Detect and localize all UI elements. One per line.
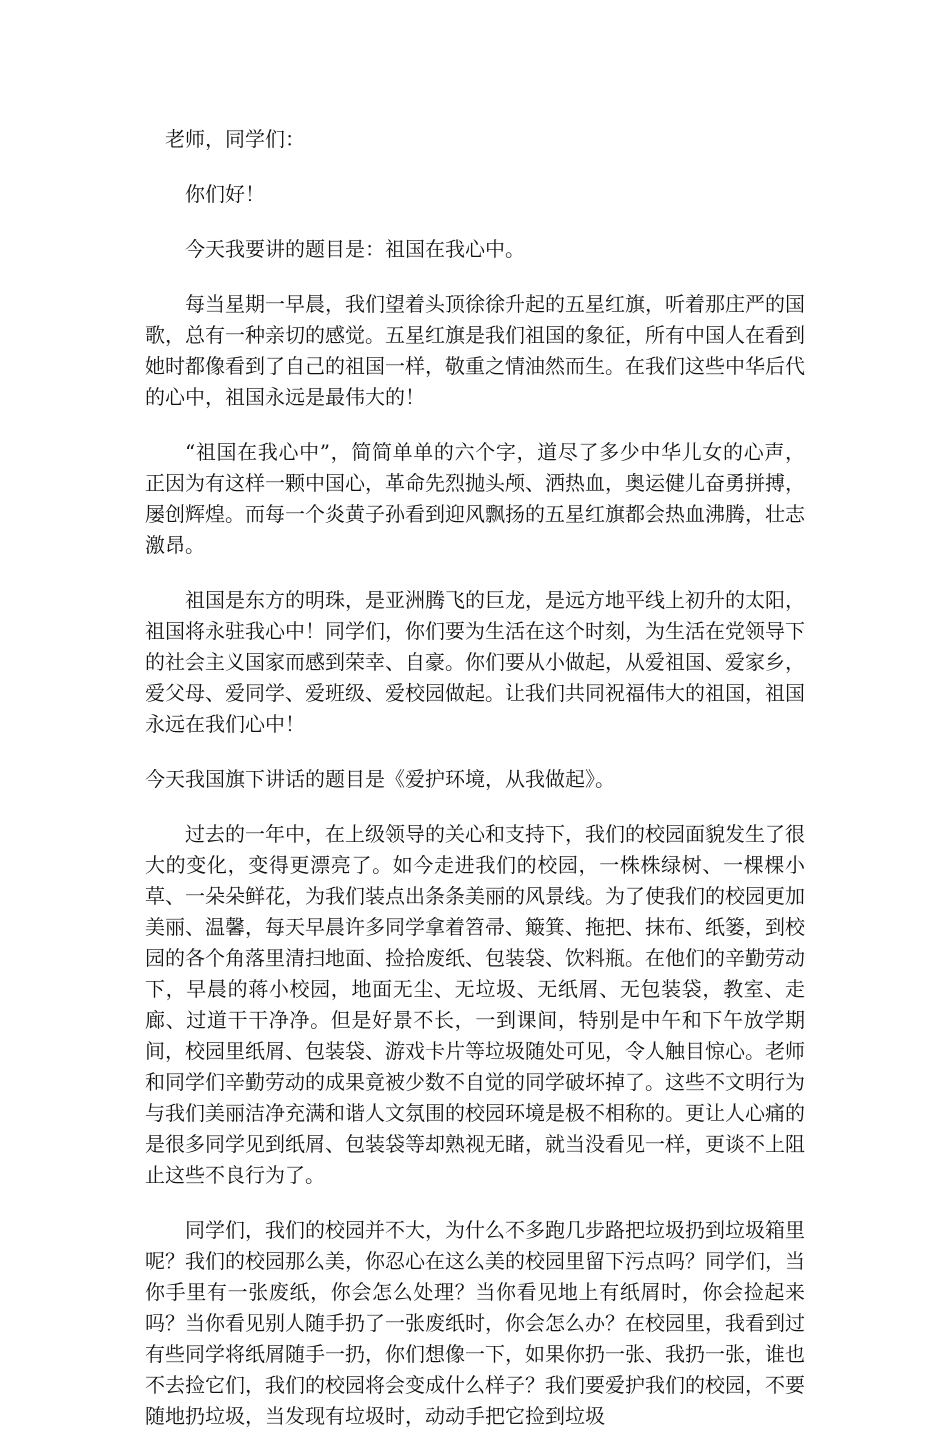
- topic-paragraph: 今天我要讲的题目是：祖国在我心中。: [185, 237, 525, 261]
- salutation: 老师，同学们：: [165, 127, 305, 151]
- body-paragraph: 过去的一年中，在上级领导的关心和支持下，我们的校园面貌发生了很大的变化，变得更漂亮了。如今走进我们的校园，一株株绿树、一棵棵小草、一朵朵鲜花，为我们装点出条条美丽的风景线。为了使我们的校园更加美丽、温馨，每天早晨许多同学拿着笤帚、簸箕、拖把、抹布、纸篓，到校园的各个角落里清扫地面、捡拾废纸、包装袋、饮料瓶。在他们的辛勤劳动下，早晨的蒋小校园，地面无尘、无垃圾、无纸屑、无包装袋，教室、走廊、过道干干净净。但是好景不长，一到课间，特别是中午和下午放学期间，校园里纸屑、包装袋、游戏卡片等垃圾随处可见，令人触目惊心。老师和同学们辛勤劳动的成果竟被少数不自觉的同学破坏掉了。这些不文明行为与我们美丽洁净充满和谐人文氛围的校园环境是极不相称的。更让人心痛的是很多同学见到纸屑、包装袋等却熟视无睹，就当没看见一样，更谈不上阻止这些不良行为了。: [145, 822, 805, 1187]
- document-body: [145, 124, 805, 1456]
- body-paragraph: 同学们，我们的校园并不大，为什么不多跑几步路把垃圾扔到垃圾箱里呢？我们的校园那么美，你忍心在这么美的校园里留下污点吗？同学们，当你手里有一张废纸，你会怎么处理？当你看见地上有纸屑时，你会捡起来吗？当你看见别人随手扔了一张废纸时，你会怎么办？在校园里，我看到过有些同学将纸屑随手一扔，你们想像一下，如果你扔一张、我扔一张，谁也不去捡它们，我们的校园将会变成什么样子？我们要爱护我们的校园，不要随地扔垃圾，当发现有垃圾时，动动手把它捡到垃圾: [145, 1218, 805, 1428]
- body-paragraph: 祖国是东方的明珠，是亚洲腾飞的巨龙，是远方地平线上初升的太阳，祖国将永驻我心中！同学们，你们要为生活在这个时刻，为生活在党领导下的社会主义国家而感到荣幸、自豪。你们要从小做起，从爱祖国、爱家乡，爱父母、爱同学、爱班级、爱校园做起。让我们共同祝福伟大的祖国，祖国永远在我们心中！: [145, 588, 805, 736]
- body-paragraph: 每当星期一早晨，我们望着头顶徐徐升起的五星红旗，听着那庄严的国歌，总有一种亲切的感觉。五星红旗是我们祖国的象征，所有中国人在看到她时都像看到了自己的祖国一样，敬重之情油然而生。在我们这些中华后代的心中，祖国永远是最伟大的！: [145, 292, 805, 409]
- greeting-paragraph: 你们好！: [185, 182, 265, 206]
- second-speech-title: 今天我国旗下讲话的题目是《爱护环境，从我做起》。: [145, 767, 615, 791]
- body-paragraph: “祖国在我心中”，简简单单的六个字，道尽了多少中华儿女的心声，正因为有这样一颗中国心，革命先烈抛头颅、洒热血，奥运健儿奋勇拼搏，屡创辉煌。而每一个炎黄子孙看到迎风飘扬的五星红旗都会热血沸腾，壮志激昂。: [145, 440, 805, 557]
